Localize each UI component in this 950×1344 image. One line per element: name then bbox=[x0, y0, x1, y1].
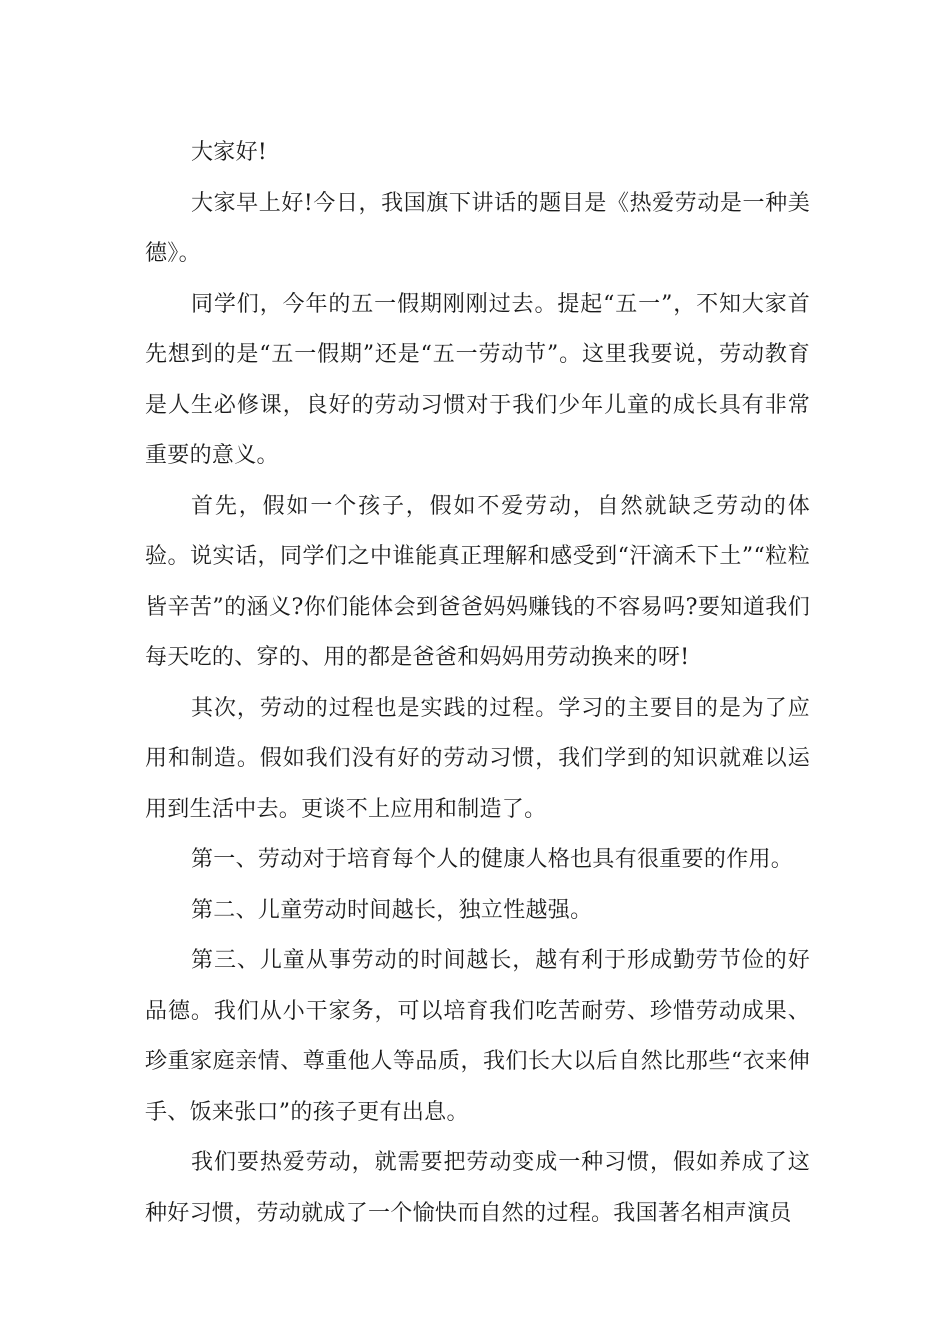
document-body bbox=[145, 128, 810, 1239]
paragraph-first-reason: 首先，假如一个孩子，假如不爱劳动，自然就缺乏劳动的体验。说实话，同学们之中谁能真正理解和感受到“汗滴禾下土”“粒粒皆辛苦”的涵义?你们能体会到爸爸妈妈赚钱的不容易吗?要知道我们每天吃的、穿的、用的都是爸爸和妈妈用劳动换来的呀! bbox=[145, 493, 810, 670]
paragraph-speech-title: 大家早上好!今日，我国旗下讲话的题目是《热爱劳动是一种美德》。 bbox=[145, 190, 810, 266]
paragraph-point-three: 第三、儿童从事劳动的时间越长，越有利于形成勤劳节俭的好品德。我们从小干家务，可以培育我们吃苦耐劳、珍惜劳动成果、珍重家庭亲情、尊重他人等品质，我们长大以后自然比那些“衣来伸手、饭来张口”的孩子更有出息。 bbox=[145, 948, 810, 1125]
paragraph-point-two: 第二、儿童劳动时间越长，独立性越强。 bbox=[191, 897, 593, 923]
paragraph-may-day: 同学们，今年的五一假期刚刚过去。提起“五一”，不知大家首先想到的是“五一假期”还是“五一劳动节”。这里我要说，劳动教育是人生必修课，良好的劳动习惯对于我们少年儿童的成长具有非常重要的意义。 bbox=[145, 291, 810, 468]
paragraph-habit: 我们要热爱劳动，就需要把劳动变成一种习惯，假如养成了这种好习惯，劳动就成了一个愉快而自然的过程。我国著名相声演员 bbox=[145, 1150, 810, 1226]
paragraph-greeting: 大家好! bbox=[191, 140, 268, 165]
paragraph-second-reason: 其次，劳动的过程也是实践的过程。学习的主要目的是为了应用和制造。假如我们没有好的劳动习惯，我们学到的知识就难以运用到生活中去。更谈不上应用和制造了。 bbox=[145, 695, 810, 822]
paragraph-point-one: 第一、劳动对于培育每个人的健康人格也具有很重要的作用。 bbox=[191, 847, 794, 872]
